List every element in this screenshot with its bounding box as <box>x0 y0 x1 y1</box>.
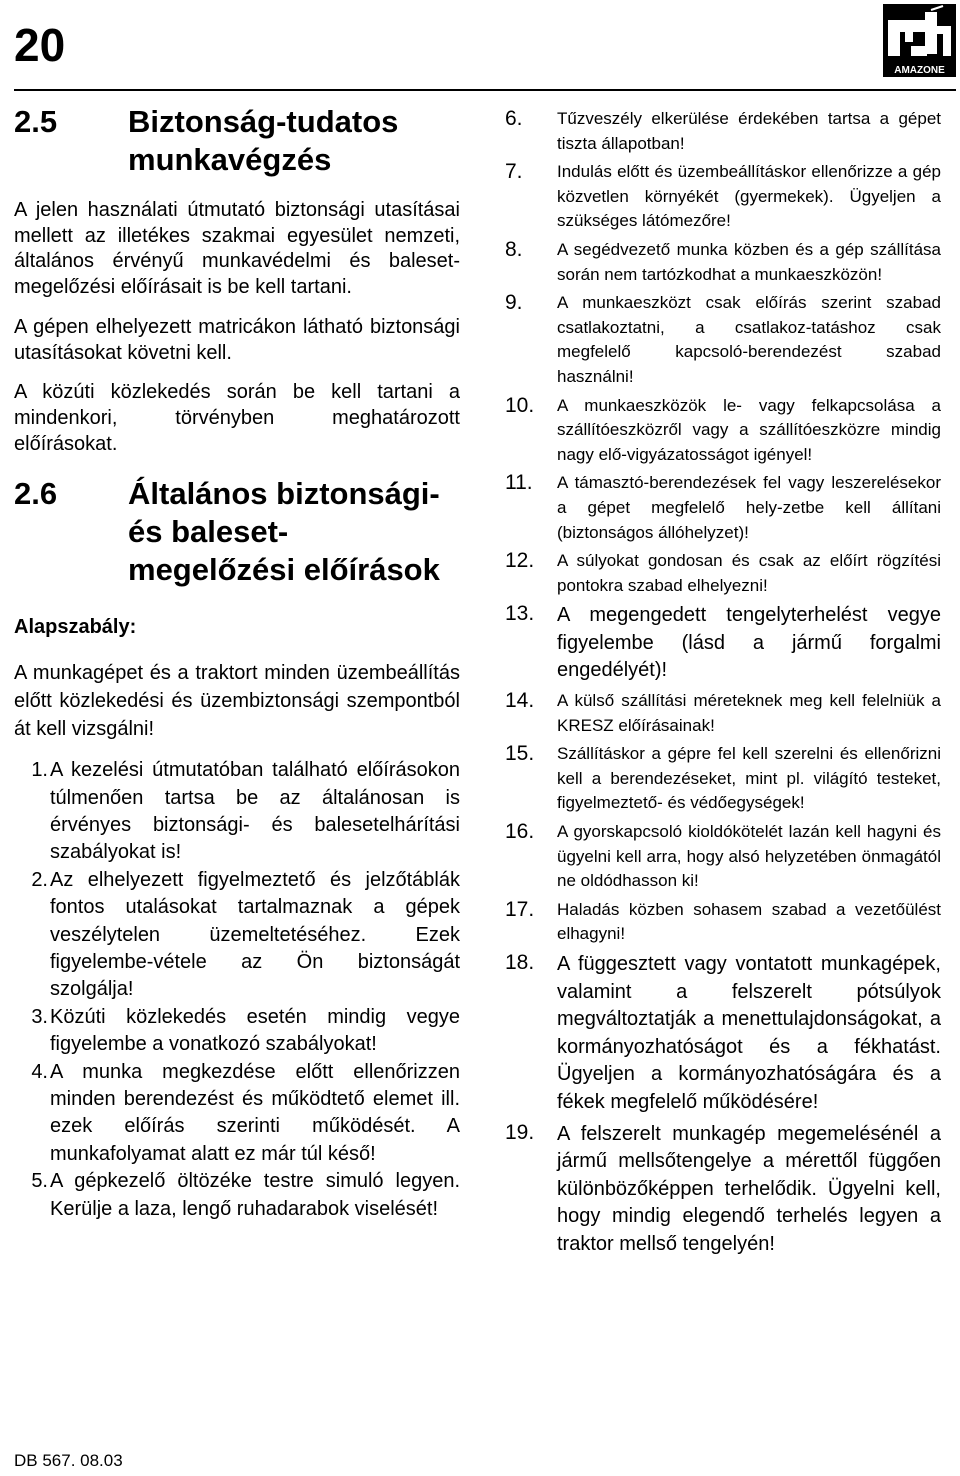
list-item-text: Haladás közben sohasem szabad a vezetőülést elhagyni! <box>557 899 941 944</box>
list-item <box>505 951 941 1117</box>
list-item-number: 10. <box>505 393 535 417</box>
list-item-text: Indulás előtt és üzembeállításkor ellenőrizze a gép közvetlen környékét (gyermekek). Ügyeljen a szükséges látómezőre! <box>557 162 941 231</box>
list-item <box>505 742 941 816</box>
list-item-number: 3. <box>31 1005 48 1028</box>
list-item <box>14 757 460 867</box>
list-item <box>14 1168 460 1223</box>
list-item-number: 5. <box>31 1170 48 1193</box>
list-item-number: 19. <box>505 1120 535 1144</box>
list-item-text: A súlyokat gondosan és csak az előírt rögzítési pontokra szabad elhelyezni! <box>557 551 941 595</box>
list-item <box>505 107 941 156</box>
list-item-text: A munka megkezdése előtt ellenőrizzen minden berendezést és működtető elemet ill. ezek előírás szerinti működését. A munkafolyamat alatt ez már túl késő! <box>50 1060 460 1165</box>
list-item-number: 18. <box>505 951 535 974</box>
list-item <box>505 1120 941 1255</box>
list-item-text: A külső szállítási méreteknek meg kell felelniük a KRESZ előírásainak! <box>557 691 941 735</box>
list-item-text: A segédvezető munka közben és a gép szállítása során nem tartózkodhat a munkaeszközön! <box>557 239 941 284</box>
list-item-number: 4. <box>31 1060 48 1083</box>
paragraph: A közúti közlekedés során be kell tartani a mindenkori, törvényben meghatározott előírásokat. <box>14 381 460 455</box>
right-column <box>505 107 941 1255</box>
list-item-number: 14. <box>505 689 535 713</box>
list-item-text: A gyorskapcsoló kioldókötelét lazán kell hagyni és ügyelni kell arra, hogy alsó helyzetében önmagától ne oldódhasson ki! <box>557 822 941 891</box>
list-item <box>505 291 941 389</box>
list-item-number: 6. <box>505 107 523 130</box>
section-number: 2.6 <box>14 476 58 512</box>
list-item-number: 17. <box>505 897 535 921</box>
list-item <box>505 471 941 545</box>
list-item <box>505 820 941 894</box>
numbered-list-left <box>14 757 460 1223</box>
list-item-text: A támasztó-berendezések fel vagy leszerelésekor a gépet megfelelő hely-zetbe kell állítani (biztonságos állóhelyzet)! <box>557 473 941 542</box>
list-item-number: 15. <box>505 742 535 766</box>
paragraph: A gépen elhelyezett matricákon látható biztonsági utasításokat követni kell. <box>14 315 460 364</box>
list-item <box>505 898 941 947</box>
list-item-number: 2. <box>31 868 48 891</box>
list-item-text: A munkaeszközök le- vagy felkapcsolása a szállítóeszközről vagy a szállítóeszközre mindig nagy elő-vigyázatosságot igényel! <box>557 395 941 464</box>
logo-wordmark: AMAZONE <box>894 65 945 76</box>
list-item-text: A felszerelt munkagép megemelésénél a jármű mellsőtengelye a mérettől függően különbözőképpen terhelődik. Ügyelni kell, hogy mindig elegendő terhelés legyen a traktor mellső tengelyén! <box>557 1122 941 1255</box>
section-title: Általános biztonsági- és baleset- megelőzési előírások <box>128 476 440 588</box>
list-item-text: Szállításkor a gépre fel kell szerelni és ellenőrizni kell a berendezéseket, mint pl. világító testeket, figyelmeztető- és védőegységek! <box>557 744 941 813</box>
list-item-text: A munkaeszközt csak előírás szerint szabad csatlakoztatni, a csatlakoz-tatáshoz csak megfelelő kapcsoló-berendezést szabad használni! <box>557 293 941 386</box>
section-heading-2-6 <box>14 475 460 589</box>
list-item-number: 11. <box>505 471 533 495</box>
list-item-number: 13. <box>505 602 535 626</box>
list-item-text: A függesztett vagy vontatott munkagépek, valamint a felszerelt pótsúlyok megváltoztatják a menettulajdonságokat, a kormányozhatóságot és a fékhatást. Ügyeljen a kormányozhatóságára és a fékek megfelelő működésére! <box>557 953 941 1113</box>
list-item <box>505 394 941 468</box>
amazone-logo <box>883 4 956 77</box>
numbered-list-right <box>505 107 941 1255</box>
list-item <box>505 689 941 738</box>
subheading: Alapszabály: <box>14 616 137 639</box>
left-column <box>14 100 460 1223</box>
list-item-text: Közúti közlekedés esetén mindig vegye figyelembe a vonatkozó szabályokat! <box>50 1005 460 1056</box>
list-item <box>505 549 941 598</box>
list-item-number: 1. <box>31 759 48 782</box>
paragraph: A jelen használati útmutató biztonsági utasításai mellett az illetékes szakmai egyesület nemzeti, általános érvényű munkavédelmi és baleset-megelőzési előírásait is be kell tartani. <box>14 199 460 299</box>
list-item-number: 9. <box>505 291 523 315</box>
list-item-number: 12. <box>505 549 535 573</box>
list-item <box>14 1004 460 1059</box>
section-heading-2-5 <box>14 103 460 179</box>
list-item <box>14 867 460 1004</box>
list-item-text: A kezelési útmutatóban található előírásokon túlmenően tartsa be az általánosan is érvényes biztonsági- és balesetelhárítási szabályokat is! <box>50 759 460 864</box>
header-rule <box>14 89 956 91</box>
list-item-text: A gépkezelő öltözéke testre simuló legyen. Kerülje a laza, lengő ruhadarabok viselését! <box>50 1170 460 1220</box>
list-item-text: Tűzveszély elkerülése érdekében tartsa a gépet tiszta állapotban! <box>557 109 941 153</box>
section-title: Biztonság-tudatos munkavégzés <box>128 104 399 177</box>
list-item-number: 16. <box>505 820 535 844</box>
logo-emblem-icon <box>883 4 956 77</box>
list-item-number: 8. <box>505 237 523 261</box>
list-item-number: 7. <box>505 160 523 184</box>
section-number: 2.5 <box>14 104 58 139</box>
list-item <box>505 238 941 287</box>
list-item <box>505 602 941 685</box>
page-number: 20 <box>14 19 66 71</box>
paragraph: A munkagépet és a traktort minden üzembeállítás előtt közlekedési és üzembiztonsági szempontból át kell vizsgálni! <box>14 662 460 740</box>
document-code: DB 567. 08.03 <box>14 1451 123 1470</box>
list-item-text: A megengedett tengelyterhelést vegye figyelembe (lásd a jármű forgalmi engedélyét)! <box>557 604 941 682</box>
list-item <box>505 160 941 234</box>
list-item-text: Az elhelyezett figyelmeztető és jelzőtáblák fontos utalásokat tartalmaznak a gépek veszélytelen üzemeltetéséhez. Ezek figyelembe-vétele az Ön biztonságát szolgálja! <box>50 868 460 1001</box>
list-item <box>14 1059 460 1169</box>
